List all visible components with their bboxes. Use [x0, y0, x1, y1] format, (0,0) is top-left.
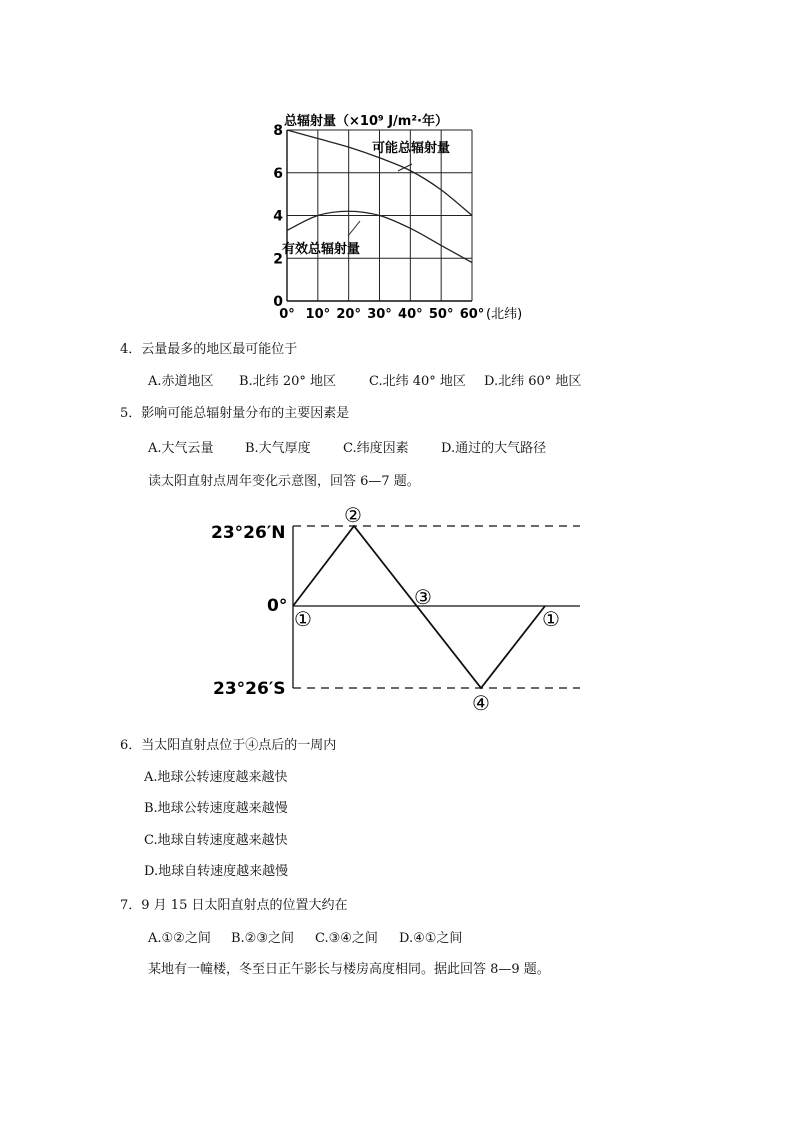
y-tick-label-2: 2 — [273, 251, 283, 268]
question-6-option-a[interactable]: A.地球公转速度越来越快 — [144, 770, 288, 785]
question-4-option-c[interactable]: C.北纬 40° 地区 — [369, 374, 466, 389]
radiation-chart — [262, 104, 542, 326]
y-tick-labels — [273, 123, 283, 310]
intro-questions-6-7: 读太阳直射点周年变化示意图，回答 6—7 题。 — [148, 474, 420, 489]
x-tick-label-2: 20° — [336, 307, 361, 322]
chart-title: 总辐射量（×10⁹ J/m²·年） — [284, 114, 448, 129]
point-3: ③ — [414, 585, 432, 609]
point-1-start: ① — [294, 607, 312, 631]
y-tick-label-4: 4 — [273, 208, 283, 225]
x-tick-labels — [279, 307, 484, 322]
question-6-option-c[interactable]: C.地球自转速度越来越快 — [144, 833, 288, 848]
x-tick-label-6: 60° — [459, 307, 485, 322]
label-equator: 0° — [267, 596, 288, 616]
question-4-option-b[interactable]: B.北纬 20° 地区 — [239, 374, 336, 389]
point-1-end: ① — [542, 607, 560, 631]
label-tropic-south: 23°26′S — [213, 679, 286, 699]
question-7-option-a[interactable]: A.①②之间 — [148, 931, 211, 946]
x-axis-unit: (北纬) — [486, 307, 523, 322]
x-tick-label-3: 30° — [367, 307, 392, 322]
question-6-option-b[interactable]: B.地球公转速度越来越慢 — [144, 801, 288, 816]
question-4-stem: 4．云量最多的地区最可能位于 — [120, 342, 298, 357]
question-4-option-d[interactable]: D.北纬 60° 地区 — [484, 374, 582, 389]
x-tick-label-4: 40° — [398, 307, 423, 322]
point-2: ② — [344, 503, 362, 527]
subsolar-point-diagram — [205, 498, 595, 720]
question-5-option-d[interactable]: D.通过的大气路径 — [441, 441, 547, 456]
y-tick-label-8: 8 — [273, 123, 283, 139]
label-effective: 有效总辐射量 — [282, 242, 361, 257]
x-tick-label-5: 50° — [428, 307, 454, 322]
question-7-option-b[interactable]: B.②③之间 — [231, 931, 294, 946]
question-5-option-a[interactable]: A.大气云量 — [148, 441, 214, 456]
y-tick-label-0: 0 — [273, 294, 283, 310]
leader-line-effective — [348, 221, 360, 236]
question-5-option-b[interactable]: B.大气厚度 — [245, 441, 311, 456]
question-4-option-a[interactable]: A.赤道地区 — [148, 374, 214, 389]
label-tropic-north: 23°26′N — [211, 523, 286, 543]
point-4: ④ — [472, 691, 490, 715]
question-7-option-c[interactable]: C.③④之间 — [315, 931, 378, 946]
x-tick-label-1: 10° — [305, 307, 331, 322]
question-6-option-d[interactable]: D.地球自转速度越来越慢 — [144, 864, 289, 879]
label-possible: 可能总辐射量 — [372, 141, 451, 156]
intro-questions-8-9: 某地有一幢楼，冬至日正午影长与楼房高度相同。据此回答 8—9 题。 — [148, 962, 550, 977]
x-tick-label-0: 0° — [279, 307, 295, 322]
y-tick-label-6: 6 — [273, 165, 283, 182]
question-5-option-c[interactable]: C.纬度因素 — [343, 441, 409, 456]
question-6-stem: 6．当太阳直射点位于④点后的一周内 — [120, 738, 337, 753]
question-7-option-d[interactable]: D.④①之间 — [399, 931, 463, 946]
question-7-stem: 7．9 月 15 日太阳直射点的位置大约在 — [120, 898, 348, 913]
question-5-stem: 5．影响可能总辐射量分布的主要因素是 — [120, 406, 350, 421]
